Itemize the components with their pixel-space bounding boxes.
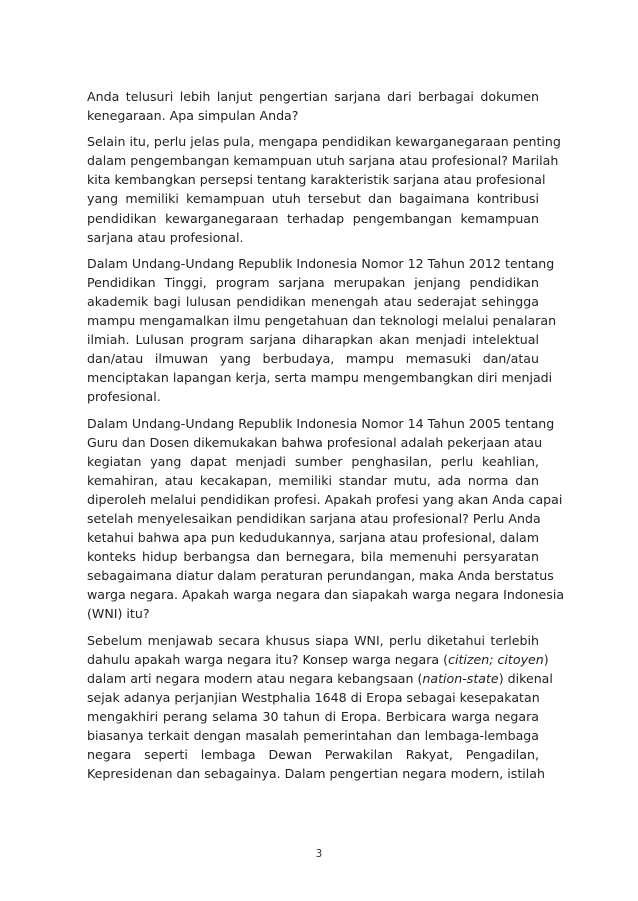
text-line: sebagaimana diatur dalam peraturan perundangan, maka Anda berstatus <box>87 568 554 584</box>
text-line: setelah menyelesaikan pendidikan sarjana atau profesional? Perlu Anda <box>87 510 541 526</box>
paragraph <box>87 414 565 624</box>
text-line: (WNI) itu? <box>87 606 150 622</box>
paragraph <box>87 254 557 407</box>
paragraph <box>87 631 553 784</box>
text-line: mengakhiri perang selama 30 tahun di Eropa. Berbicara warga negara <box>87 708 539 724</box>
text-line: Guru dan Dosen dikemukakan bahwa profesional adalah pekerjaan atau <box>87 434 543 450</box>
text-line: mampu mengamalkan ilmu pengetahuan dan teknologi melalui penalaran <box>87 313 557 329</box>
text-line: kenegaraan. Apa simpulan Anda? <box>87 108 299 124</box>
text-line: pendidikan kewarganegaraan terhadap pengembangan kemampuan <box>87 210 539 226</box>
text-line: profesional. <box>87 389 161 405</box>
paragraph <box>87 87 539 125</box>
text-line: Selain itu, perlu jelas pula, mengapa pendidikan kewarganegaraan penting <box>87 134 561 150</box>
text-line: konteks hidup berbangsa dan bernegara, bila memenuhi persyaratan <box>87 549 539 565</box>
text-line: menciptakan lapangan kerja, serta mampu mengembangkan diri menjadi <box>87 370 553 386</box>
text-line: ilmiah. Lulusan program sarjana diharapkan akan menjadi intelektual <box>87 332 539 348</box>
text-line: dan/atau ilmuwan yang berbudaya, mampu memasuki dan/atau <box>87 351 539 367</box>
text-line: sejak adanya perjanjian Westphalia 1648 di Eropa sebagai kesepakatan <box>87 689 540 705</box>
text-line: ketahui bahwa apa pun kedudukannya, sarjana atau profesional, dalam <box>87 530 539 546</box>
paragraph <box>87 132 561 247</box>
text-line: dahulu apakah warga negara itu? Konsep warga negara (citizen; citoyen) <box>87 651 549 667</box>
body-text <box>87 87 565 790</box>
page-number: 3 <box>315 848 323 860</box>
text-line: kita kembangkan persepsi tentang karakteristik sarjana atau profesional <box>87 172 546 188</box>
text-line: sarjana atau profesional. <box>87 229 244 245</box>
text-line: Dalam Undang-Undang Republik Indonesia Nomor 12 Tahun 2012 tentang <box>87 255 555 271</box>
text-line: akademik bagi lulusan pendidikan menengah atau sederajat sehingga <box>87 293 539 309</box>
text-line: Sebelum menjawab secara khusus siapa WNI, perlu diketahui terlebih <box>87 632 539 648</box>
text-line: Anda telusuri lebih lanjut pengertian sarjana dari berbagai dokumen <box>87 89 539 104</box>
text-line: kemahiran, atau kecakapan, memiliki standar mutu, ada norma dan <box>87 472 539 488</box>
text-line: Dalam Undang-Undang Republik Indonesia Nomor 14 Tahun 2005 tentang <box>87 415 555 431</box>
text-line: Pendidikan Tinggi, program sarjana merupakan jenjang pendidikan <box>87 274 539 290</box>
text-line: yang memiliki kemampuan utuh tersebut dan bagaimana kontribusi <box>87 191 539 207</box>
text-line: diperoleh melalui pendidikan profesi. Apakah profesi yang akan Anda capai <box>87 491 563 507</box>
text-line: dalam pengembangan kemampuan utuh sarjana atau profesional? Marilah <box>87 153 559 169</box>
text-line: kegiatan yang dapat menjadi sumber penghasilan, perlu keahlian, <box>87 453 539 469</box>
text-line: negara seperti lembaga Dewan Perwakilan Rakyat, Pengadilan, <box>87 747 539 763</box>
text-line: dalam arti negara modern atau negara kebangsaan (nation-state) dikenal <box>87 670 553 686</box>
text-line: biasanya terkait dengan masalah pemerintahan dan lembaga-lembaga <box>87 728 539 743</box>
text-line: Kepresidenan dan sebagainya. Dalam pengertian negara modern, istilah <box>87 766 545 782</box>
text-line: warga negara. Apakah warga negara dan siapakah warga negara Indonesia <box>87 587 565 603</box>
